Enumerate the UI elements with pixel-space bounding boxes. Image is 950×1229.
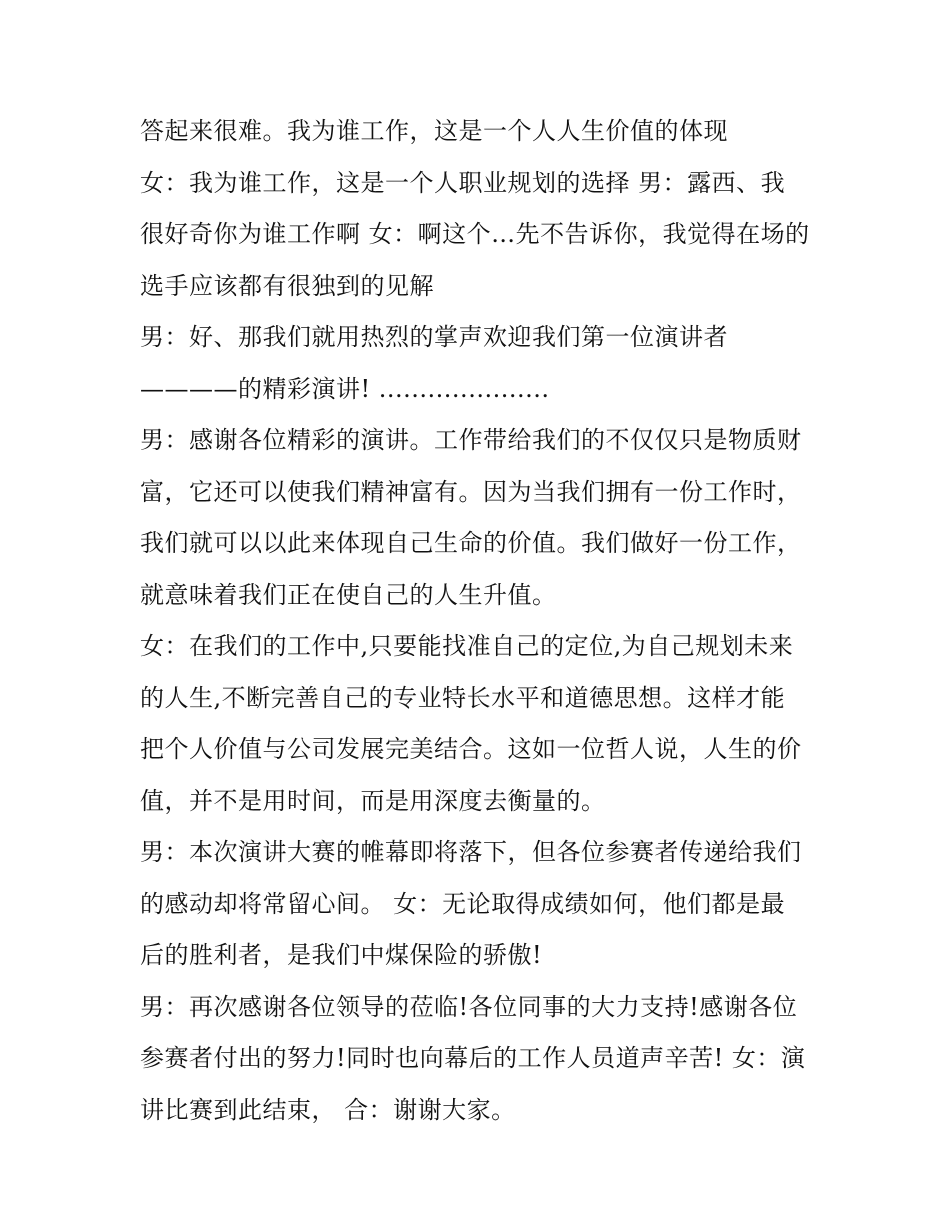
text-line: 男：感谢各位精彩的演讲。工作带给我们的不仅仅只是物质财 — [140, 426, 802, 454]
text-line: 值，并不是用时间，而是用深度去衡量的。 — [140, 786, 606, 815]
text-line: 就意味着我们正在使自己的人生升值。 — [140, 580, 557, 609]
text-line: 把个人价值与公司发展完美结合。这如一位哲人说，人生的价 — [140, 735, 802, 763]
document-body — [140, 106, 820, 1136]
text-line: 我们就可以以此来体现自己生命的价值。我们做好一份工作， — [140, 529, 802, 557]
text-line: 答起来很难。我为谁工作，这是一个人人生价值的体现 — [140, 117, 728, 145]
text-line: 的人生,不断完善自己的专业特长水平和道德思想。这样才能 — [140, 683, 786, 712]
text-line: 参赛者付出的努力!同时也向幕后的工作人员道声辛苦! 女：演 — [140, 1044, 806, 1072]
text-line: ————的精彩演讲! ..................... — [140, 374, 550, 403]
text-line: 男：本次演讲大赛的帷幕即将落下，但各位参赛者传递给我们 — [140, 838, 802, 866]
text-line: 后的胜利者，是我们中煤保险的骄傲! — [140, 941, 543, 969]
text-line: 富，它还可以使我们精神富有。因为当我们拥有一份工作时， — [140, 477, 802, 506]
text-line: 男：再次感谢各位领导的莅临!各位同事的大力支持!感谢各位 — [140, 992, 798, 1021]
text-line: 的感动却将常留心间。 女：无论取得成绩如何，他们都是最 — [140, 889, 786, 918]
text-line: 讲比赛到此结束， 合：谢谢大家。 — [140, 1095, 516, 1124]
text-line: 很好奇你为谁工作啊 女：啊这个…先不告诉你，我觉得在场的 — [140, 220, 810, 248]
text-line: 选手应该都有很独到的见解 — [140, 271, 434, 300]
text-line: 女：我为谁工作，这是一个人职业规划的选择 男：露西、我 — [140, 168, 786, 197]
text-line: 女：在我们的工作中,只要能找准自己的定位,为自己规划未来 — [140, 632, 794, 660]
text-line: 男：好、那我们就用热烈的掌声欢迎我们第一位演讲者 — [140, 323, 728, 351]
